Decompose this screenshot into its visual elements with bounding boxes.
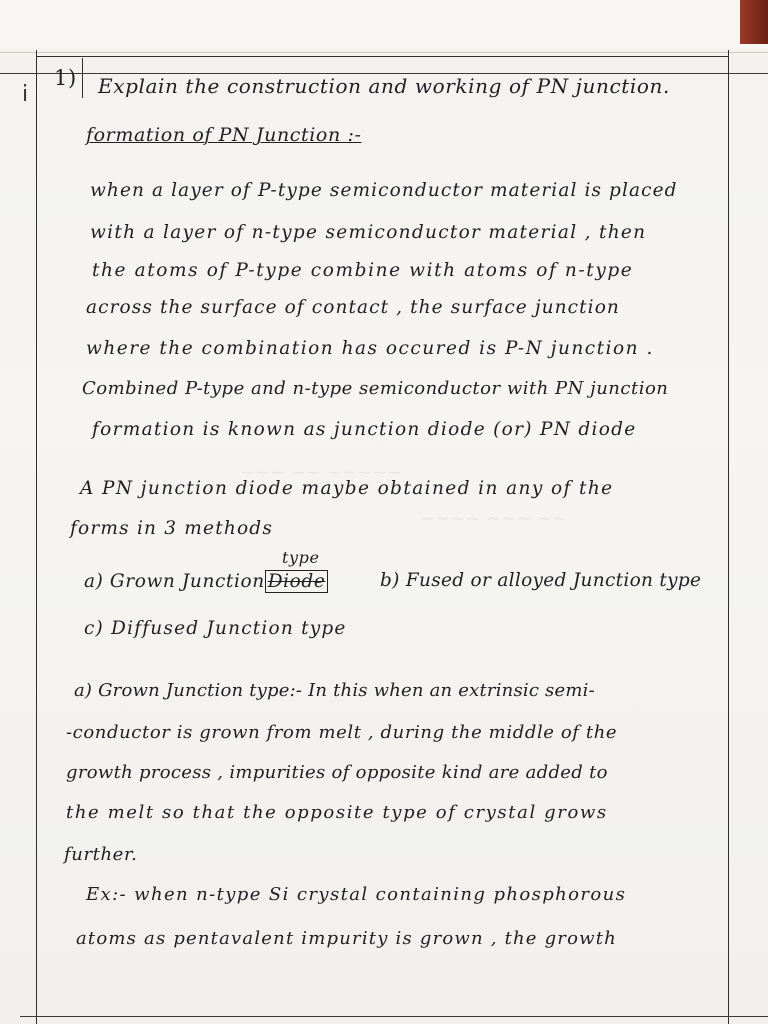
paragraph-line: Combined P-type and n-type semiconductor with PN junction [82,378,669,399]
paragraph-line: with a layer of n-type semiconductor material , then [90,222,647,243]
paragraph-line: growth process , impurities of opposite kind are added to [66,762,608,783]
bleed-through: ~~~ ~~ ~~~~~ [240,462,403,483]
paragraph-line: where the combination has occured is P-N junction . [86,338,654,359]
inserted-word: type [282,548,320,567]
previous-page-strip [0,0,768,48]
page-tear-edge [0,44,768,53]
section-heading: formation of PN Junction :- [86,124,362,146]
notebook-spine [740,0,768,44]
bleed-through: ~~~~ ~~~ ~~ [420,508,568,529]
paragraph-line: forms in 3 methods [70,518,274,539]
method-a [84,570,328,593]
paragraph-line: the melt so that the opposite type of crystal grows [66,802,608,823]
paragraph-line: A PN junction diode maybe obtained in any of the [80,478,614,499]
struck-word: Diode [265,570,329,593]
bottom-margin-line [20,1016,768,1017]
paragraph-line: the atoms of P-type combine with atoms of n-type [92,260,634,281]
method-b: b) Fused or alloyed Junction type [380,570,702,591]
question-title: Explain the construction and working of PN junction. [98,74,670,98]
question-number: 1) [54,66,77,90]
paragraph-line: across the surface of contact , the surface junction [86,297,620,318]
method-c: c) Diffused Junction type [84,618,347,639]
paragraph-line: a) Grown Junction type:- In this when an extrinsic semi- [74,680,595,701]
left-margin-line [36,50,37,1024]
paragraph-line: -conductor is grown from melt , during the middle of the [66,722,618,743]
right-margin-line [728,50,729,1024]
paragraph-line: further. [64,844,138,865]
method-a-label: a) Grown Junction [84,571,265,592]
example-line: Ex:- when n-type Si crystal containing phosphorous [86,884,627,905]
example-line: atoms as pentavalent impurity is grown , the growth [76,928,617,949]
margin-mark: ⅰ [22,82,29,107]
paragraph-line: when a layer of P-type semiconductor material is placed [90,180,678,201]
top-margin-line [36,56,728,57]
paragraph-line: formation is known as junction diode (or) PN diode [92,419,637,440]
